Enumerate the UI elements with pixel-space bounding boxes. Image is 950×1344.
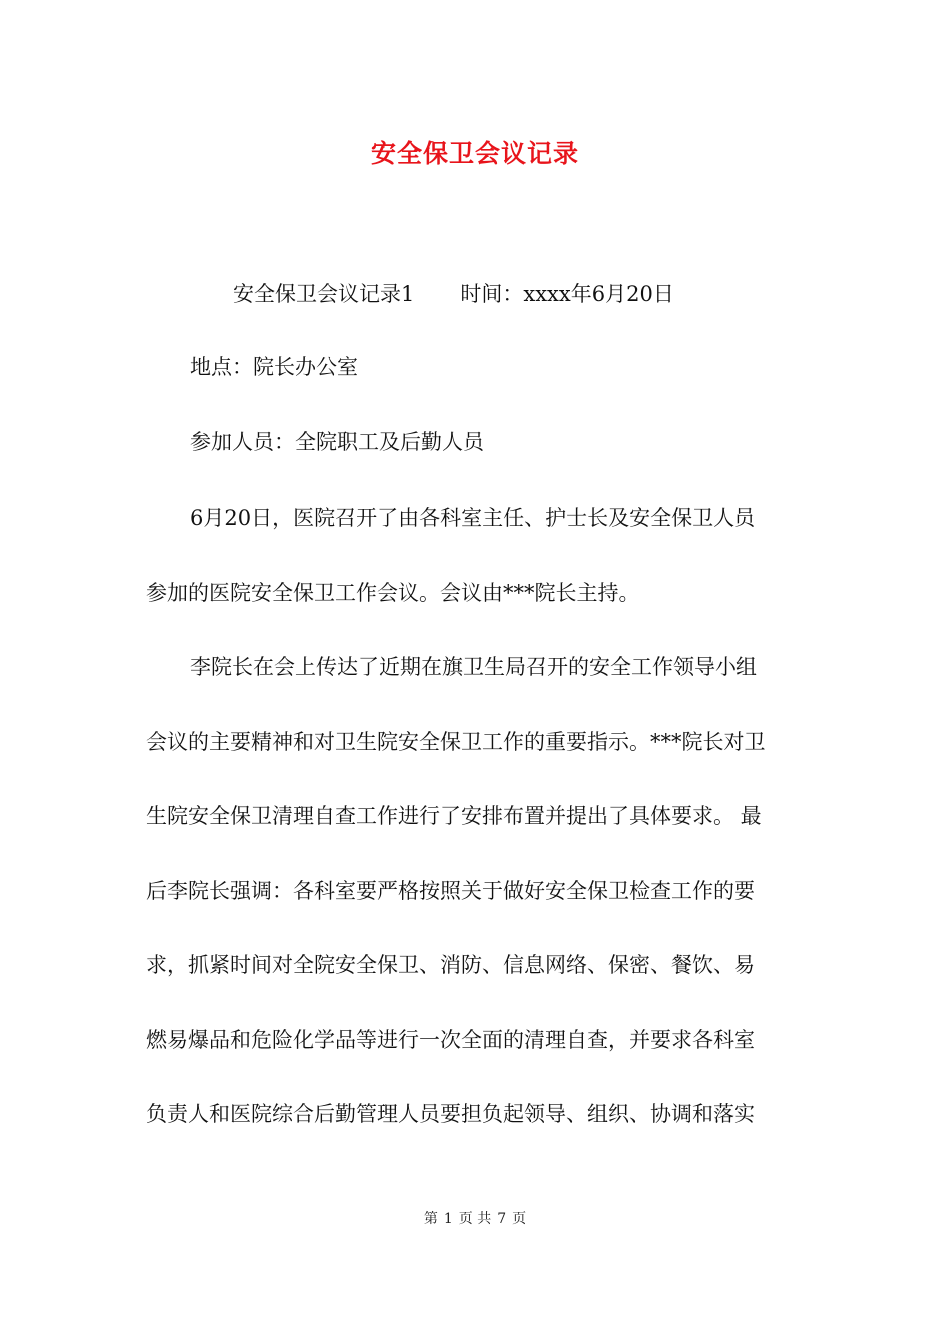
paragraph-line: 会议的主要精神和对卫生院安全保卫工作的重要指示。***院长对卫 [146,730,766,754]
record-header [233,279,893,309]
paragraph-line: 负责人和医院综合后勤管理人员要担负起领导、组织、协调和落实 [146,1102,755,1126]
paragraph-line: 燃易爆品和危险化学品等进行一次全面的清理自查，并要求各科室 [146,1028,755,1052]
paragraph-line: 生院安全保卫清理自查工作进行了安排布置并提出了具体要求。 最 [146,804,762,828]
document-title: 安全保卫会议记录 [370,139,579,168]
footer-total-pages: 7 [497,1211,507,1227]
footer-page-suffix: 页 [512,1211,527,1227]
record-attendees: 参加人员：全院职工及后勤人员 [190,430,484,454]
record-location: 地点：院长办公室 [190,355,358,379]
paragraph-line: 后李院长强调：各科室要严格按照关于做好安全保卫检查工作的要 [146,879,755,903]
paragraph-line: 6月20日，医院召开了由各科室主任、护士长及安全保卫人员 [190,506,756,530]
page-footer [0,1208,950,1230]
footer-page-mid: 页 共 [458,1211,492,1227]
paragraph-line: 求，抓紧时间对全院安全保卫、消防、信息网络、保密、餐饮、易 [146,953,755,977]
footer-page-number: 1 [443,1211,453,1227]
footer-page-prefix: 第 [423,1211,438,1227]
paragraph-line: 李院长在会上传达了近期在旗卫生局召开的安全工作领导小组 [190,655,757,679]
paragraph-line: 参加的医院安全保卫工作会议。会议由***院长主持。 [146,581,640,605]
record-time: 时间：xxxx年6月20日 [460,282,674,306]
record-label: 安全保卫会议记录1 [233,282,415,306]
